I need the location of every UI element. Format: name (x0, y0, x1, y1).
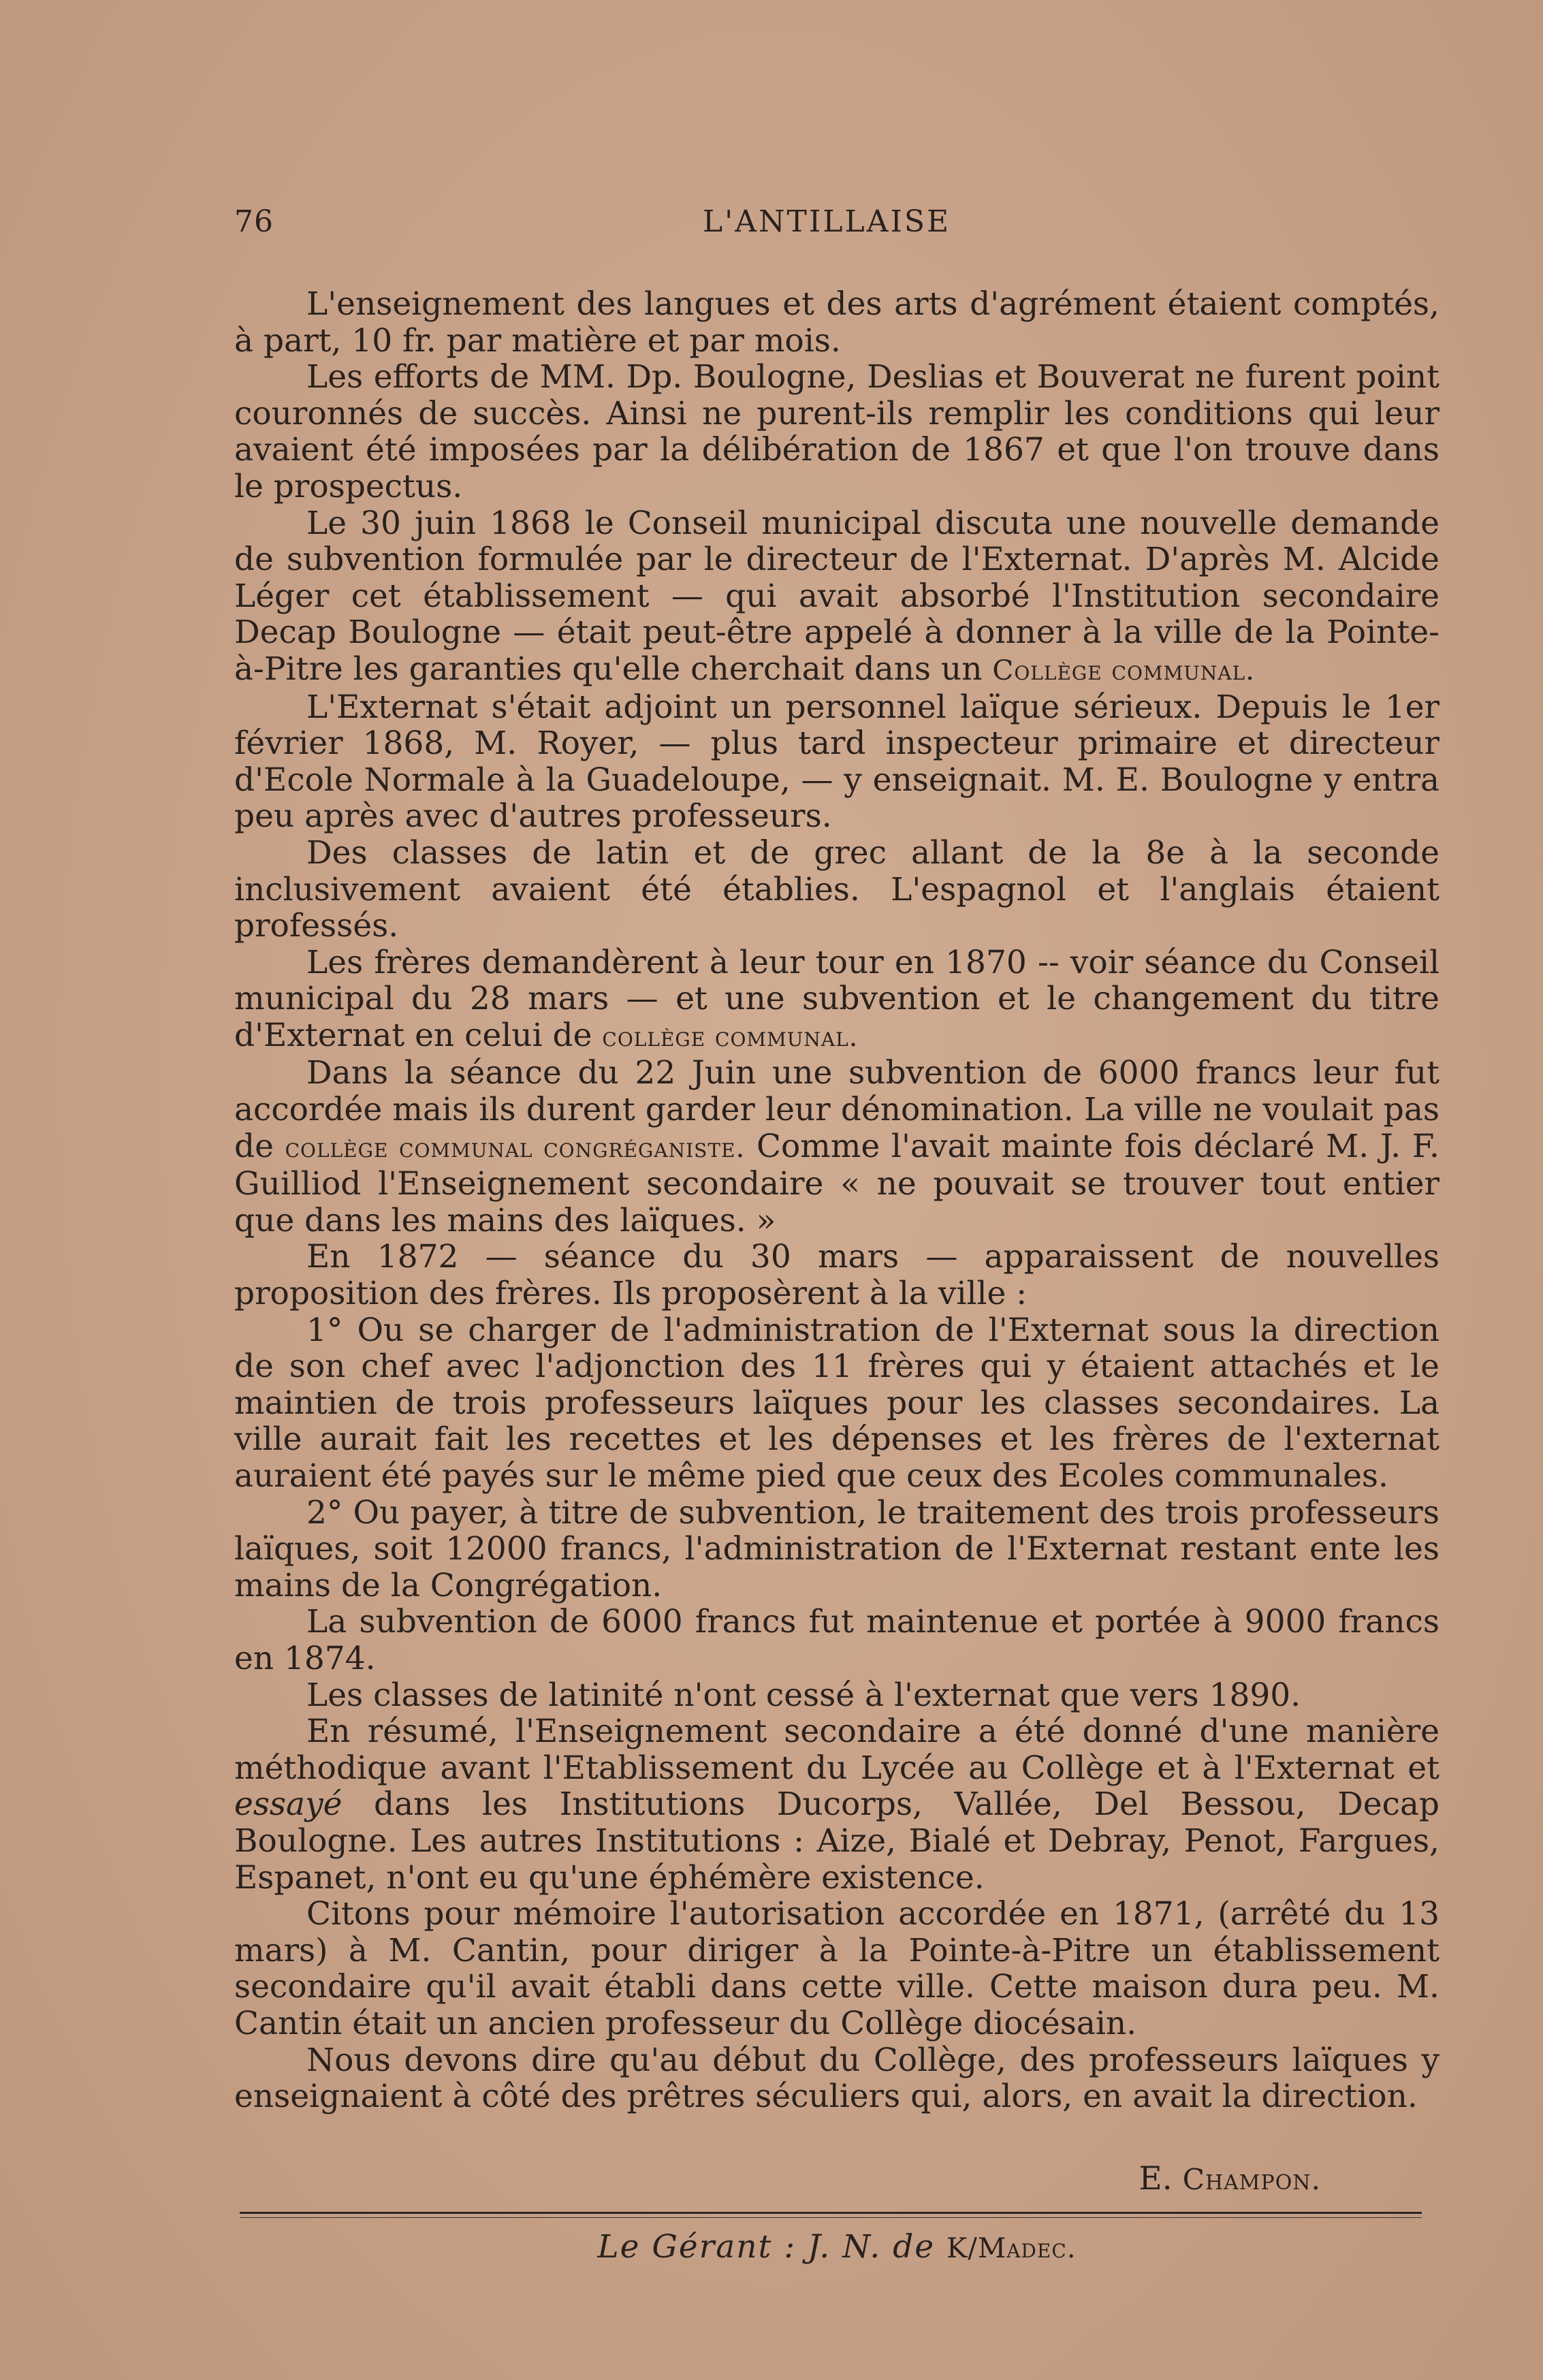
page-number: 76 (234, 204, 274, 239)
footer-rule-thin (240, 2217, 1422, 2218)
paragraph: Nous devons dire qu'au début du Collège, des professeurs laïques y enseignaient à côté des prêtres séculiers qui, alors, en avait la direction. (234, 2041, 1439, 2116)
gerant-name: J. N. de (808, 2228, 947, 2266)
paragraph: Des classes de latin et de grec allant de la 8e à la seconde inclusivement avaient été établies. L'espagnol et l'anglais étaient professés. (234, 834, 1439, 945)
paragraph: Dans la séance du 22 Juin une subvention de 6000 francs leur fut accordée mais ils durent garder leur dénomination. La ville ne voulait pas de collège communal congréganiste. Comme l'avait mainte fois déclaré M. J. F. Guilliod l'Enseignement secondaire « ne pouvait se trouver tout entier que dans les mains des laïques. » (234, 1054, 1439, 1239)
publisher-line (234, 2228, 1439, 2266)
small-caps-term: collège communal. (602, 1019, 859, 1053)
paragraph: 2° Ou payer, à titre de subvention, le traitement des trois professeurs laïques, soit 12000 francs, l'administration de l'Externat restant ente les mains de la Congrégation. (234, 1493, 1439, 1604)
paragraph: L'enseignement des langues et des arts d'agrément étaient comptés, à part, 10 fr. par matière et par mois. (234, 285, 1439, 360)
author-signature (234, 2160, 1321, 2197)
paragraph: Le 30 juin 1868 le Conseil municipal discuta une nouvelle demande de subvention formulée par le directeur de l'Externat. D'après M. Alcide Léger cet établissement — qui avait absorbé l'Institution secondaire Decap Boulogne — était peut-être appelé à donner à la ville de la Pointe-à-Pitre les garanties qu'elle cherchait dans un Collège communal. (234, 504, 1439, 688)
signature-initial: E. (1139, 2160, 1173, 2197)
emphasis: essayé (234, 1786, 343, 1824)
small-caps-term: collège communal congréganiste. (285, 1130, 746, 1164)
gerant-separator: : (772, 2228, 808, 2266)
paragraph: L'Externat s'était adjoint un personnel laïque sérieux. Depuis le 1er février 1868, M. Royer, — plus tard inspecteur primaire et directeur d'Ecole Normale à la Guadeloupe, — y enseignait. M. E. Boulogne y entra peu après avec d'autres professeurs. (234, 688, 1439, 836)
gerant-surname: K/Madec. (947, 2232, 1077, 2264)
paragraph: 1° Ou se charger de l'administration de l'Externat sous la direction de son chef avec l'adjonction des 11 frères qui y étaient attachés et le maintien de trois professeurs laïques pour les classes secondaires. La ville aurait fait les recettes et les dépenses et les frères de l'externat auraient été payés sur le même pied que ceux des Ecoles communales. (234, 1311, 1439, 1495)
paragraph: Citons pour mémoire l'autorisation accordée en 1871, (arrêté du 13 mars) à M. Cantin, pour diriger à la Pointe-à-Pitre un établissement secondaire qu'il avait établi dans cette ville. Cette maison dura peu. M. Cantin était un ancien professeur du Collège diocésain. (234, 1895, 1439, 2042)
paragraph: Les efforts de MM. Dp. Boulogne, Deslias et Bouverat ne furent point couronnés de succès. Ainsi ne purent-ils remplir les conditions qui leur avaient été imposées par la délibération de 1867 et que l'on trouve dans le prospectus. (234, 358, 1439, 505)
page-header (234, 204, 1419, 242)
paragraph: En 1872 — séance du 30 mars — apparaissent de nouvelles proposition des frères. Ils proposèrent à la ville : (234, 1238, 1439, 1313)
paragraph: La subvention de 6000 francs fut maintenue et portée à 9000 francs en 1874. (234, 1603, 1439, 1677)
paragraph: Les frères demandèrent à leur tour en 1870 -- voir séance du Conseil municipal du 28 mars — et une subvention et le changement du titre d'Externat en celui de collège communal. (234, 943, 1439, 1054)
signature-name: Champon. (1182, 2163, 1321, 2196)
small-caps-term: Collège communal. (992, 653, 1256, 686)
article-body (234, 286, 1439, 2115)
footer-rule (240, 2212, 1422, 2214)
journal-title: L'ANTILLAISE (702, 204, 951, 239)
paragraph: En résumé, l'Enseignement secondaire a été donné d'une manière méthodique avant l'Etablissement du Lycée au Collège et à l'Externat et essayé dans les Institutions Ducorps, Vallée, Del Bessou, Decap Boulogne. Les autres Institutions : Aize, Bialé et Debray, Penot, Fargues, Espanet, n'ont eu qu'une éphémère existence. (234, 1713, 1439, 1897)
paragraph: Les classes de latinité n'ont cessé à l'externat que vers 1890. (306, 1676, 1301, 1714)
gerant-label: Le Gérant (597, 2228, 773, 2266)
